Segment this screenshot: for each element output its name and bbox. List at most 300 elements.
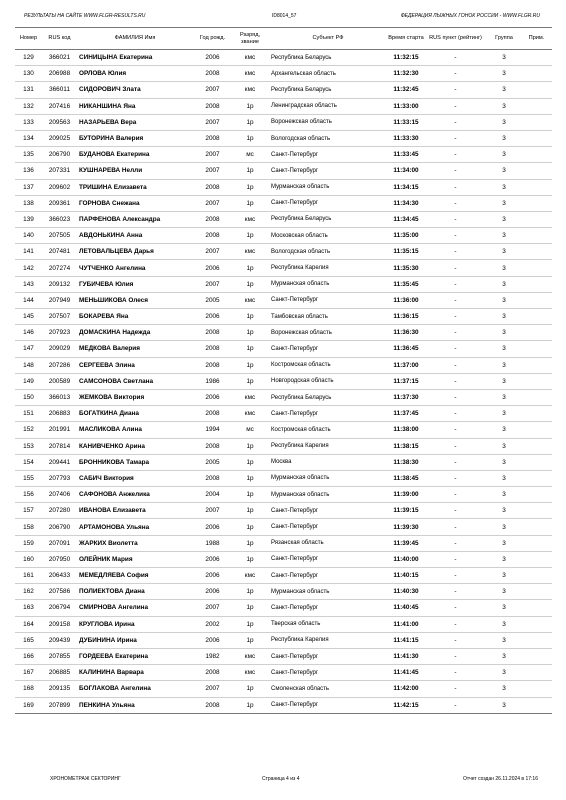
cell-code: 206794 bbox=[42, 600, 77, 616]
cell-time: 11:42:00 bbox=[388, 681, 424, 697]
cell-group: 3 bbox=[487, 309, 521, 325]
cell-year: 1988 bbox=[193, 535, 232, 551]
cell-code: 209029 bbox=[42, 341, 77, 357]
table-row bbox=[15, 551, 552, 567]
page-number: Страница 4 из 4 bbox=[262, 776, 300, 782]
cell-year: 2008 bbox=[193, 66, 232, 82]
cell-rank: 1р bbox=[232, 373, 268, 389]
cell-name: МЕМЕДЛЯЕВА София bbox=[77, 568, 193, 584]
cell-time: 11:32:30 bbox=[388, 66, 424, 82]
cell-time: 11:33:45 bbox=[388, 147, 424, 163]
cell-code: 209563 bbox=[42, 114, 77, 130]
cell-group: 3 bbox=[487, 114, 521, 130]
cell-num: 155 bbox=[15, 470, 42, 486]
cell-code: 207280 bbox=[42, 503, 77, 519]
cell-group: 3 bbox=[487, 260, 521, 276]
cell-name: ОРЛОВА Юлия bbox=[77, 66, 193, 82]
cell-code: 207091 bbox=[42, 535, 77, 551]
cell-rank: 1р bbox=[232, 681, 268, 697]
cell-group: 3 bbox=[487, 163, 521, 179]
results-site-link[interactable]: РЕЗУЛЬТАТЫ НА САЙТЕ WWW.FLGR-RESULTS.RU bbox=[24, 13, 146, 19]
cell-time: 11:34:00 bbox=[388, 163, 424, 179]
cell-code: 209158 bbox=[42, 616, 77, 632]
cell-note bbox=[521, 616, 552, 632]
table-row bbox=[15, 697, 552, 713]
timing-company: ХРОНОМЕТРАЖ СЕКТОРИНГ bbox=[50, 776, 121, 782]
cell-rank: 1р bbox=[232, 438, 268, 454]
cell-group: 3 bbox=[487, 130, 521, 146]
cell-group: 3 bbox=[487, 584, 521, 600]
cell-subject: Республика Беларусь bbox=[268, 82, 388, 98]
cell-time: 11:37:30 bbox=[388, 389, 424, 405]
table-row bbox=[15, 179, 552, 195]
cell-year: 2006 bbox=[193, 551, 232, 567]
cell-code: 207286 bbox=[42, 357, 77, 373]
cell-points: - bbox=[424, 373, 487, 389]
cell-year: 2007 bbox=[193, 195, 232, 211]
table-row bbox=[15, 665, 552, 681]
cell-note bbox=[521, 406, 552, 422]
table-row bbox=[15, 681, 552, 697]
cell-group: 3 bbox=[487, 551, 521, 567]
cell-name: ПОЛИЕКТОВА Диана bbox=[77, 584, 193, 600]
cell-note bbox=[521, 438, 552, 454]
cell-year: 2007 bbox=[193, 503, 232, 519]
cell-year: 2005 bbox=[193, 454, 232, 470]
cell-points: - bbox=[424, 66, 487, 82]
cell-code: 206885 bbox=[42, 665, 77, 681]
cell-note bbox=[521, 98, 552, 114]
cell-num: 149 bbox=[15, 373, 42, 389]
cell-name: АРТАМОНОВА Ульяна bbox=[77, 519, 193, 535]
cell-points: - bbox=[424, 406, 487, 422]
col-num: Номер bbox=[15, 28, 42, 50]
cell-name: ГУБИЧЕВА Юлия bbox=[77, 276, 193, 292]
cell-rank: 1р bbox=[232, 309, 268, 325]
cell-name: КАЛИНИНА Варвара bbox=[77, 665, 193, 681]
start-list-table bbox=[15, 27, 552, 714]
cell-points: - bbox=[424, 50, 487, 66]
cell-num: 153 bbox=[15, 438, 42, 454]
cell-code: 207899 bbox=[42, 697, 77, 713]
cell-group: 3 bbox=[487, 406, 521, 422]
cell-name: БОКАРЕВА Яна bbox=[77, 309, 193, 325]
cell-note bbox=[521, 648, 552, 664]
table-row bbox=[15, 163, 552, 179]
cell-num: 133 bbox=[15, 114, 42, 130]
cell-num: 169 bbox=[15, 697, 42, 713]
cell-name: МЕНЬШИКОВА Олеся bbox=[77, 292, 193, 308]
cell-name: АВДОНЬКИНА Анна bbox=[77, 228, 193, 244]
cell-rank: 1р bbox=[232, 632, 268, 648]
cell-points: - bbox=[424, 276, 487, 292]
cell-name: ГОРНОВА Снежана bbox=[77, 195, 193, 211]
table-row bbox=[15, 114, 552, 130]
cell-subject: Санкт-Петербург bbox=[268, 195, 388, 211]
cell-name: КРУГЛОВА Ирина bbox=[77, 616, 193, 632]
cell-year: 2007 bbox=[193, 114, 232, 130]
cell-year: 2006 bbox=[193, 519, 232, 535]
cell-note bbox=[521, 50, 552, 66]
cell-year: 2006 bbox=[193, 260, 232, 276]
cell-num: 156 bbox=[15, 487, 42, 503]
cell-rank: 1р bbox=[232, 114, 268, 130]
cell-year: 2006 bbox=[193, 632, 232, 648]
cell-code: 207505 bbox=[42, 228, 77, 244]
cell-num: 164 bbox=[15, 616, 42, 632]
cell-name: НИКАНШИНА Яна bbox=[77, 98, 193, 114]
cell-num: 157 bbox=[15, 503, 42, 519]
cell-rank: 1р bbox=[232, 503, 268, 519]
cell-note bbox=[521, 228, 552, 244]
cell-points: - bbox=[424, 228, 487, 244]
cell-name: СИНИЦЫНА Екатерина bbox=[77, 50, 193, 66]
cell-subject: Санкт-Петербург bbox=[268, 163, 388, 179]
cell-rank: мс bbox=[232, 422, 268, 438]
cell-name: КАНИВЧЕНКО Арина bbox=[77, 438, 193, 454]
cell-num: 131 bbox=[15, 82, 42, 98]
cell-code: 207950 bbox=[42, 551, 77, 567]
cell-subject: Вологодская область bbox=[268, 244, 388, 260]
cell-name: ДУБИНИНА Ирина bbox=[77, 632, 193, 648]
cell-year: 2005 bbox=[193, 292, 232, 308]
cell-points: - bbox=[424, 568, 487, 584]
table-header-row bbox=[15, 28, 552, 50]
cell-name: СЕРГЕЕВА Элина bbox=[77, 357, 193, 373]
cell-note bbox=[521, 422, 552, 438]
cell-points: - bbox=[424, 179, 487, 195]
cell-points: - bbox=[424, 551, 487, 567]
col-subject: Субъект РФ bbox=[268, 28, 388, 50]
table-row bbox=[15, 373, 552, 389]
cell-time: 11:36:45 bbox=[388, 341, 424, 357]
cell-num: 150 bbox=[15, 389, 42, 405]
cell-points: - bbox=[424, 292, 487, 308]
cell-num: 143 bbox=[15, 276, 42, 292]
cell-subject: Республика Беларусь bbox=[268, 389, 388, 405]
cell-num: 139 bbox=[15, 211, 42, 227]
cell-time: 11:41:45 bbox=[388, 665, 424, 681]
cell-note bbox=[521, 260, 552, 276]
federation-site-link[interactable]: ФЕДЕРАЦИЯ ЛЫЖНЫХ ГОНОК РОССИИ - WWW.FLGR.RU bbox=[400, 13, 540, 19]
cell-name: ЧУТЧЕНКО Ангелина bbox=[77, 260, 193, 276]
cell-year: 2008 bbox=[193, 325, 232, 341]
cell-year: 2008 bbox=[193, 357, 232, 373]
cell-subject: Республика Карелия bbox=[268, 632, 388, 648]
cell-time: 11:34:45 bbox=[388, 211, 424, 227]
cell-num: 168 bbox=[15, 681, 42, 697]
cell-code: 206883 bbox=[42, 406, 77, 422]
event-id: ID8014_57 bbox=[272, 13, 297, 19]
cell-name: МЕДКОВА Валерия bbox=[77, 341, 193, 357]
cell-time: 11:40:00 bbox=[388, 551, 424, 567]
cell-note bbox=[521, 130, 552, 146]
table-row bbox=[15, 292, 552, 308]
cell-name: БОГАТКИНА Диана bbox=[77, 406, 193, 422]
cell-code: 200589 bbox=[42, 373, 77, 389]
cell-points: - bbox=[424, 163, 487, 179]
cell-rank: кмс bbox=[232, 568, 268, 584]
cell-num: 142 bbox=[15, 260, 42, 276]
cell-note bbox=[521, 373, 552, 389]
cell-time: 11:32:15 bbox=[388, 50, 424, 66]
cell-year: 2008 bbox=[193, 211, 232, 227]
cell-rank: кмс bbox=[232, 389, 268, 405]
cell-name: САФОНОВА Анжелика bbox=[77, 487, 193, 503]
cell-year: 2008 bbox=[193, 130, 232, 146]
cell-year: 1994 bbox=[193, 422, 232, 438]
cell-note bbox=[521, 503, 552, 519]
cell-year: 2008 bbox=[193, 98, 232, 114]
col-time: Время старта bbox=[388, 28, 424, 50]
cell-num: 138 bbox=[15, 195, 42, 211]
cell-subject: Санкт-Петербург bbox=[268, 147, 388, 163]
cell-rank: 1р bbox=[232, 163, 268, 179]
cell-rank: 1р bbox=[232, 697, 268, 713]
cell-num: 167 bbox=[15, 665, 42, 681]
table-row bbox=[15, 211, 552, 227]
cell-group: 3 bbox=[487, 535, 521, 551]
cell-name: ДОМАСКИНА Надежда bbox=[77, 325, 193, 341]
cell-note bbox=[521, 276, 552, 292]
cell-rank: 1р bbox=[232, 470, 268, 486]
cell-time: 11:39:30 bbox=[388, 519, 424, 535]
cell-note bbox=[521, 211, 552, 227]
cell-subject: Мурманская область bbox=[268, 487, 388, 503]
cell-name: ГОРДЕЕВА Екатерина bbox=[77, 648, 193, 664]
cell-rank: 1р bbox=[232, 341, 268, 357]
cell-time: 11:35:45 bbox=[388, 276, 424, 292]
cell-note bbox=[521, 697, 552, 713]
cell-subject: Мурманская область bbox=[268, 276, 388, 292]
cell-rank: 1р bbox=[232, 551, 268, 567]
cell-year: 2008 bbox=[193, 341, 232, 357]
cell-subject: Санкт-Петербург bbox=[268, 648, 388, 664]
cell-time: 11:39:15 bbox=[388, 503, 424, 519]
table-row bbox=[15, 66, 552, 82]
cell-points: - bbox=[424, 357, 487, 373]
table-row bbox=[15, 648, 552, 664]
cell-group: 3 bbox=[487, 487, 521, 503]
cell-points: - bbox=[424, 211, 487, 227]
cell-group: 3 bbox=[487, 681, 521, 697]
cell-code: 207507 bbox=[42, 309, 77, 325]
cell-code: 207923 bbox=[42, 325, 77, 341]
cell-rank: кмс bbox=[232, 292, 268, 308]
cell-note bbox=[521, 454, 552, 470]
cell-subject: Республика Беларусь bbox=[268, 211, 388, 227]
cell-num: 154 bbox=[15, 454, 42, 470]
cell-rank: 1р bbox=[232, 600, 268, 616]
cell-points: - bbox=[424, 244, 487, 260]
cell-time: 11:33:15 bbox=[388, 114, 424, 130]
cell-rank: кмс bbox=[232, 82, 268, 98]
cell-subject: Санкт-Петербург bbox=[268, 406, 388, 422]
cell-year: 2008 bbox=[193, 665, 232, 681]
cell-group: 3 bbox=[487, 276, 521, 292]
cell-code: 206433 bbox=[42, 568, 77, 584]
cell-time: 11:34:15 bbox=[388, 179, 424, 195]
cell-subject: Республика Беларусь bbox=[268, 50, 388, 66]
cell-time: 11:40:15 bbox=[388, 568, 424, 584]
cell-code: 207481 bbox=[42, 244, 77, 260]
cell-rank: 1р bbox=[232, 130, 268, 146]
cell-note bbox=[521, 632, 552, 648]
cell-rank: кмс bbox=[232, 66, 268, 82]
cell-subject: Ленинградская область bbox=[268, 98, 388, 114]
cell-num: 129 bbox=[15, 50, 42, 66]
cell-rank: 1р bbox=[232, 98, 268, 114]
cell-year: 2007 bbox=[193, 82, 232, 98]
cell-time: 11:38:30 bbox=[388, 454, 424, 470]
cell-year: 2004 bbox=[193, 487, 232, 503]
cell-year: 2008 bbox=[193, 179, 232, 195]
table-row bbox=[15, 454, 552, 470]
cell-num: 146 bbox=[15, 325, 42, 341]
cell-points: - bbox=[424, 616, 487, 632]
cell-note bbox=[521, 341, 552, 357]
cell-subject: Костромская область bbox=[268, 357, 388, 373]
cell-code: 206988 bbox=[42, 66, 77, 82]
cell-code: 207949 bbox=[42, 292, 77, 308]
cell-code: 207586 bbox=[42, 584, 77, 600]
cell-subject: Санкт-Петербург bbox=[268, 519, 388, 535]
cell-time: 11:39:45 bbox=[388, 535, 424, 551]
cell-num: 162 bbox=[15, 584, 42, 600]
cell-year: 2008 bbox=[193, 438, 232, 454]
table-row bbox=[15, 422, 552, 438]
table-row bbox=[15, 357, 552, 373]
cell-year: 2002 bbox=[193, 616, 232, 632]
cell-subject: Санкт-Петербург bbox=[268, 600, 388, 616]
cell-year: 2007 bbox=[193, 600, 232, 616]
cell-note bbox=[521, 114, 552, 130]
table-row bbox=[15, 568, 552, 584]
cell-time: 11:40:30 bbox=[388, 584, 424, 600]
table-row bbox=[15, 470, 552, 486]
cell-subject: Новгородская область bbox=[268, 373, 388, 389]
cell-code: 366013 bbox=[42, 389, 77, 405]
cell-rank: 1р bbox=[232, 584, 268, 600]
cell-code: 207793 bbox=[42, 470, 77, 486]
cell-subject: Смоленская область bbox=[268, 681, 388, 697]
cell-num: 145 bbox=[15, 309, 42, 325]
cell-rank: кмс bbox=[232, 244, 268, 260]
cell-subject: Москва bbox=[268, 454, 388, 470]
cell-subject: Рязанская область bbox=[268, 535, 388, 551]
cell-subject: Тамбовская область bbox=[268, 309, 388, 325]
cell-time: 11:33:00 bbox=[388, 98, 424, 114]
cell-group: 3 bbox=[487, 454, 521, 470]
col-rank: Разряд, звание bbox=[232, 28, 268, 50]
cell-points: - bbox=[424, 309, 487, 325]
col-name: ФАМИЛИЯ Имя bbox=[77, 28, 193, 50]
cell-time: 11:38:00 bbox=[388, 422, 424, 438]
cell-subject: Санкт-Петербург bbox=[268, 292, 388, 308]
cell-note bbox=[521, 292, 552, 308]
cell-subject: Московская область bbox=[268, 228, 388, 244]
cell-num: 151 bbox=[15, 406, 42, 422]
cell-code: 201991 bbox=[42, 422, 77, 438]
cell-code: 207855 bbox=[42, 648, 77, 664]
cell-rank: 1р bbox=[232, 325, 268, 341]
cell-note bbox=[521, 681, 552, 697]
cell-group: 3 bbox=[487, 648, 521, 664]
table-row bbox=[15, 487, 552, 503]
cell-num: 152 bbox=[15, 422, 42, 438]
cell-group: 3 bbox=[487, 422, 521, 438]
cell-year: 2007 bbox=[193, 276, 232, 292]
cell-name: БОГЛАКОВА Ангелина bbox=[77, 681, 193, 697]
cell-note bbox=[521, 179, 552, 195]
cell-code: 207331 bbox=[42, 163, 77, 179]
table-row bbox=[15, 98, 552, 114]
cell-points: - bbox=[424, 487, 487, 503]
cell-rank: 1р bbox=[232, 616, 268, 632]
cell-num: 144 bbox=[15, 292, 42, 308]
cell-subject: Воронежская область bbox=[268, 325, 388, 341]
cell-note bbox=[521, 487, 552, 503]
cell-note bbox=[521, 519, 552, 535]
table-row bbox=[15, 244, 552, 260]
cell-subject: Санкт-Петербург bbox=[268, 551, 388, 567]
cell-time: 11:40:45 bbox=[388, 600, 424, 616]
page-header bbox=[0, 13, 566, 23]
cell-rank: кмс bbox=[232, 50, 268, 66]
col-points: RUS пункт (рейтинг) bbox=[424, 28, 487, 50]
cell-name: ПЕНКИНА Ульяна bbox=[77, 697, 193, 713]
cell-code: 366023 bbox=[42, 211, 77, 227]
cell-num: 140 bbox=[15, 228, 42, 244]
cell-note bbox=[521, 195, 552, 211]
cell-name: НАЗАРЬЕВА Вера bbox=[77, 114, 193, 130]
table-row bbox=[15, 389, 552, 405]
cell-year: 2008 bbox=[193, 697, 232, 713]
table-row bbox=[15, 341, 552, 357]
cell-code: 209439 bbox=[42, 632, 77, 648]
cell-name: ЖЕМКОВА Виктория bbox=[77, 389, 193, 405]
cell-rank: 1р bbox=[232, 487, 268, 503]
cell-group: 3 bbox=[487, 195, 521, 211]
cell-num: 134 bbox=[15, 130, 42, 146]
cell-group: 3 bbox=[487, 98, 521, 114]
cell-points: - bbox=[424, 114, 487, 130]
cell-name: ТРИШИНА Елизавета bbox=[77, 179, 193, 195]
col-note: Прим. bbox=[521, 28, 552, 50]
cell-year: 1986 bbox=[193, 373, 232, 389]
cell-note bbox=[521, 568, 552, 584]
cell-rank: 1р bbox=[232, 276, 268, 292]
table-row bbox=[15, 632, 552, 648]
cell-time: 11:37:45 bbox=[388, 406, 424, 422]
cell-group: 3 bbox=[487, 82, 521, 98]
cell-rank: 1р bbox=[232, 260, 268, 276]
table-row bbox=[15, 82, 552, 98]
table-row bbox=[15, 616, 552, 632]
table-row bbox=[15, 600, 552, 616]
cell-code: 207814 bbox=[42, 438, 77, 454]
cell-note bbox=[521, 147, 552, 163]
cell-group: 3 bbox=[487, 66, 521, 82]
cell-code: 206790 bbox=[42, 519, 77, 535]
cell-code: 366011 bbox=[42, 82, 77, 98]
cell-group: 3 bbox=[487, 519, 521, 535]
cell-subject: Санкт-Петербург bbox=[268, 503, 388, 519]
cell-time: 11:42:15 bbox=[388, 697, 424, 713]
cell-note bbox=[521, 66, 552, 82]
cell-name: ОЛЕЙНИК Мария bbox=[77, 551, 193, 567]
cell-code: 209135 bbox=[42, 681, 77, 697]
